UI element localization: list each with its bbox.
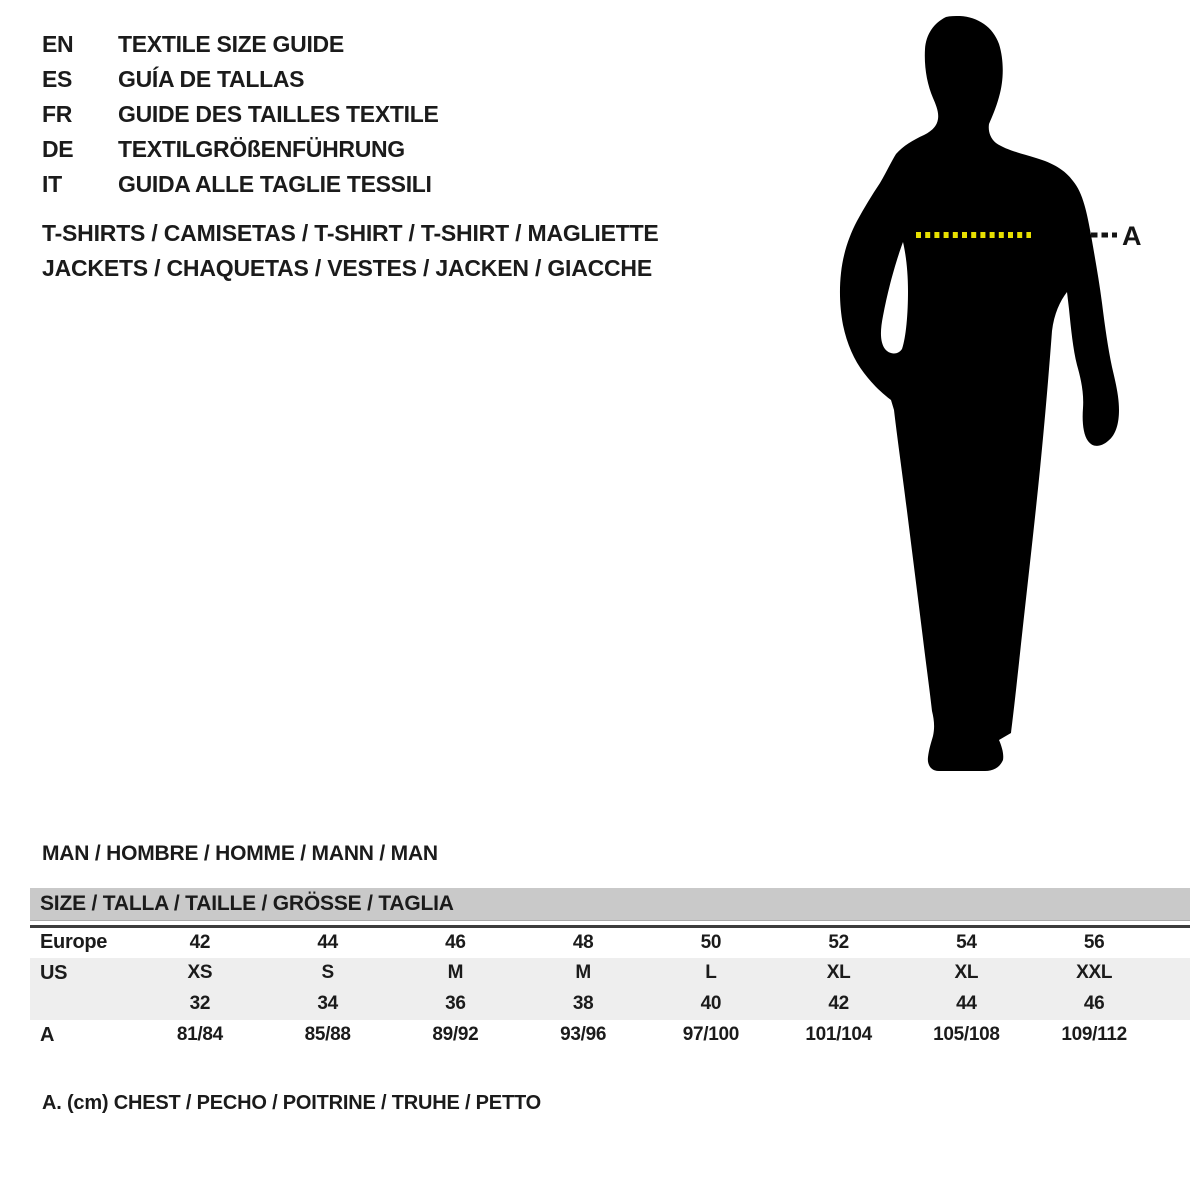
section-title-man: MAN / HOMBRE / HOMME / MANN / MAN <box>42 842 438 865</box>
size-cell: XL <box>954 962 979 983</box>
size-cell: XXL <box>1076 962 1113 983</box>
guide-title-en: TEXTILE SIZE GUIDE <box>118 31 344 57</box>
size-table <box>30 925 1190 1051</box>
size-cell: 34 <box>317 993 338 1014</box>
language-row-en <box>42 27 439 62</box>
measurement-footnote: A. (cm) CHEST / PECHO / POITRINE / TRUHE / PETTO <box>42 1092 541 1114</box>
row-label: A <box>40 1023 55 1046</box>
guide-title-it: GUIDA ALLE TAGLIE TESSILI <box>118 171 432 197</box>
size-row-europe <box>30 927 1190 958</box>
size-cell: 42 <box>189 931 211 953</box>
table-header-bar <box>30 888 1190 921</box>
size-cell: S <box>321 962 334 983</box>
size-cell: 40 <box>700 993 722 1014</box>
size-cell: 44 <box>956 993 977 1014</box>
size-cell: 32 <box>189 993 211 1014</box>
size-cell: 46 <box>1083 993 1105 1014</box>
spacer-cell <box>1158 989 1190 1020</box>
language-row-es <box>42 62 439 97</box>
language-row-de <box>42 132 439 167</box>
size-cell: 85/88 <box>304 1024 351 1045</box>
man-silhouette <box>840 16 1119 771</box>
size-guide-table <box>30 888 1190 1051</box>
row-label: Europe <box>40 931 108 954</box>
size-cell: 93/96 <box>560 1024 607 1045</box>
size-cell: 97/100 <box>682 1024 740 1045</box>
guide-title-fr: GUIDE DES TAILLES TEXTILE <box>118 101 439 127</box>
guide-title-es: GUÍA DE TALLAS <box>118 66 305 92</box>
marker-a-label: A <box>1122 221 1142 251</box>
size-cell: 101/104 <box>805 1024 872 1045</box>
size-cell: 42 <box>828 993 849 1014</box>
guide-title-de: TEXTILGRÖßENFÜHRUNG <box>118 136 405 162</box>
language-code: FR <box>42 101 73 127</box>
size-cell: 54 <box>956 931 977 953</box>
size-row-us <box>30 958 1190 989</box>
size-cell: XL <box>826 962 851 983</box>
language-row-it <box>42 167 439 202</box>
row-label <box>30 989 136 1020</box>
spacer-cell <box>1158 1020 1190 1051</box>
size-cell: 109/112 <box>1061 1024 1127 1045</box>
size-cell: 50 <box>700 931 722 953</box>
size-cell: 48 <box>572 931 594 953</box>
language-row-fr <box>42 97 439 132</box>
size-cell: XS <box>187 962 213 983</box>
size-cell: 38 <box>572 993 594 1014</box>
measurement-diagram <box>830 0 1150 790</box>
size-cell: 81/84 <box>176 1024 223 1045</box>
size-cell: 36 <box>445 993 466 1014</box>
size-row-chest-a <box>30 1020 1190 1051</box>
spacer-cell <box>1158 958 1190 989</box>
size-cell: L <box>705 962 717 983</box>
category-jackets: JACKETS / CHAQUETAS / VESTES / JACKEN / GIACCHE <box>42 255 652 281</box>
size-cell: M <box>575 962 591 983</box>
language-list <box>42 27 439 202</box>
size-row-numeric <box>30 989 1190 1020</box>
table-header-label: SIZE / TALLA / TAILLE / GRÖSSE / TAGLIA <box>40 892 454 915</box>
size-cell: 105/108 <box>933 1024 1000 1045</box>
spacer-cell <box>1158 927 1190 958</box>
size-cell: 46 <box>445 931 466 953</box>
size-cell: M <box>447 962 464 983</box>
size-cell: 52 <box>828 931 849 953</box>
language-code: IT <box>42 171 62 197</box>
language-code: DE <box>42 136 74 162</box>
size-cell: 56 <box>1083 931 1105 953</box>
size-cell: 44 <box>317 931 338 953</box>
size-cell: 89/92 <box>432 1024 479 1045</box>
language-code: EN <box>42 31 74 57</box>
garment-categories <box>42 216 659 286</box>
language-code: ES <box>42 66 73 92</box>
row-label: US <box>40 961 68 984</box>
category-tshirts: T-SHIRTS / CAMISETAS / T-SHIRT / T-SHIRT / MAGLIETTE <box>42 220 659 246</box>
